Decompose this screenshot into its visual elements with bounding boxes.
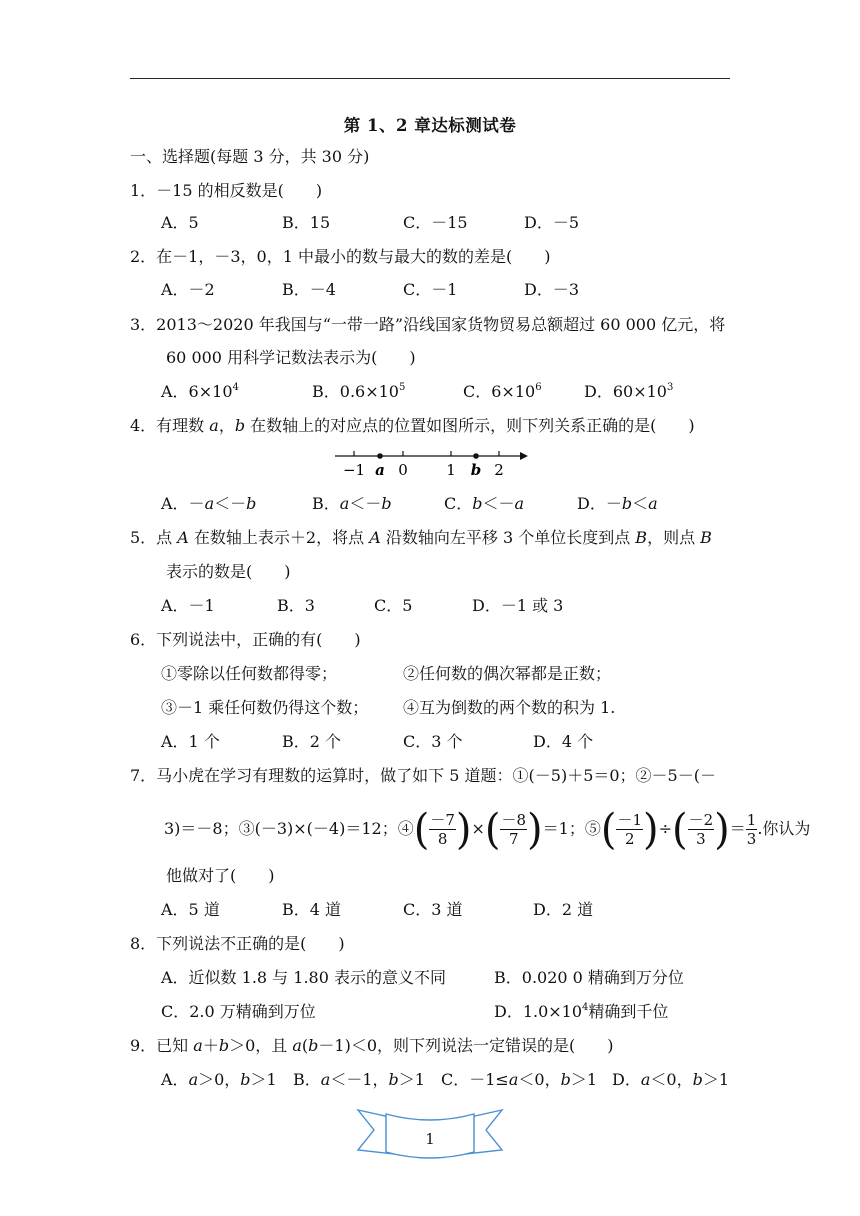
bracket-right: ) — [527, 805, 543, 854]
fraction: $\frac{-7}{8}$ — [430, 811, 455, 848]
bracket-right: ) — [455, 805, 472, 854]
fraction: $\frac{-2}{3}$ — [688, 811, 714, 848]
option-a: A．近似数 1.8 与 1.80 表示的意义不同 — [161, 968, 446, 987]
option-c: C．3 道 — [403, 900, 463, 919]
option-d: D．a＜0，b＞1 — [612, 1070, 730, 1089]
option-d: D．－b＜a — [577, 494, 658, 513]
axis-arrow-icon — [520, 452, 528, 460]
fraction: $\frac{-1}{2}$ — [617, 811, 642, 848]
option-d: D．$1.0\times 10^4$精确到千位 — [494, 1002, 669, 1021]
point-a-dot — [377, 453, 383, 459]
question-7-options — [0, 900, 860, 920]
option-a: A．$6\times 10^4$ — [161, 382, 239, 401]
option-c: C．b＜－a — [444, 494, 525, 513]
statement-2: ②任何数的偶次幂都是正数； — [403, 664, 612, 683]
question-5-options — [0, 596, 860, 616]
question-8-stem: 8．下列说法不正确的是( ) — [130, 934, 345, 953]
label-1: 1 — [446, 461, 456, 479]
option-b: B．3 — [277, 596, 315, 615]
question-5-stem-line1: 5．点 A 在数轴上表示＋2，将点 A 沿数轴向左平移 3 个单位长度到点 B，则点 B — [130, 528, 712, 547]
question-7-stem-line3: 他做对了( ) — [166, 866, 275, 885]
question-3-options — [0, 382, 860, 402]
label-0: 0 — [398, 461, 408, 479]
bracket-left: ( — [600, 805, 617, 854]
question-5-stem-line2: 表示的数是( ) — [166, 562, 291, 581]
statement-4: ④互为倒数的两个数的积为 1. — [403, 698, 616, 717]
bracket-right: ) — [642, 805, 659, 854]
option-d: D．$60\times 10^3$ — [584, 382, 674, 401]
option-c: C．3 个 — [403, 732, 463, 751]
option-b: B．0.020 0 精确到万分位 — [494, 968, 684, 987]
statement-3: ③－1 乘任何数仍得这个数； — [161, 698, 369, 717]
option-b: B．a＜－1，b＞1 — [293, 1070, 425, 1089]
option-a: A．－1 — [161, 596, 215, 615]
label-minus-1: −1 — [342, 461, 366, 479]
option-b: B．－4 — [282, 280, 336, 299]
number-line-figure — [330, 446, 530, 480]
option-c: C．－15 — [403, 213, 468, 232]
option-a: A．5 道 — [161, 900, 220, 919]
option-b: B．$0.6\times 10^5$ — [312, 382, 406, 401]
option-d: D．－3 — [524, 280, 580, 299]
option-a: A．5 — [161, 213, 199, 232]
option-c: C．－1 — [403, 280, 458, 299]
page-title: 第 1、2 章达标测试卷 — [343, 116, 517, 135]
question-1-stem: 1．－15 的相反数是( ) — [130, 181, 323, 200]
question-6-stem: 6．下列说法中，正确的有( ) — [130, 630, 361, 649]
page-number: 1 — [425, 1130, 435, 1148]
question-3-stem-line2: 60 000 用科学记数法表示为( ) — [166, 348, 416, 367]
bracket-left: ( — [672, 805, 688, 854]
label-point-b: b — [470, 461, 482, 479]
option-b: B．4 道 — [282, 900, 342, 919]
question-2-options — [0, 280, 860, 300]
label-point-a: a — [375, 461, 385, 479]
question-4-options — [0, 494, 860, 514]
question-7-stem-line1: 7．马小虎在学习有理数的运算时，做了如下 5 道题：①(－5)＋5＝0；②－5－(－ — [130, 766, 716, 785]
option-d: D．4 个 — [533, 732, 594, 751]
statement-1: ①零除以任何数都得零； — [161, 664, 338, 683]
question-4-stem: 4．有理数 a，b 在数轴上的对应点的位置如图所示，则下列关系正确的是( ) — [130, 416, 695, 435]
section-heading: 一、选择题(每题 3 分，共 30 分) — [130, 147, 370, 166]
option-b: B．a＜－b — [312, 494, 392, 513]
fraction: $\frac{-8}{7}$ — [501, 811, 527, 848]
page-number-banner — [350, 1104, 510, 1164]
option-b: B．2 个 — [282, 732, 342, 751]
bracket-left: ( — [413, 805, 430, 854]
question-3-stem-line1: 3．2013～2020 年我国与“一带一路”沿线国家货物贸易总额超过 60 000 亿元，将 — [130, 315, 726, 334]
option-c: C．－1≤a＜0，b＞1 — [441, 1070, 598, 1089]
option-c: C．$6\times 10^6$ — [463, 382, 542, 401]
question-9-options — [0, 1070, 860, 1090]
point-b-dot — [473, 453, 479, 459]
question-8-options-row1 — [0, 968, 860, 988]
option-a: A．1 个 — [161, 732, 220, 751]
question-1-options — [0, 213, 860, 233]
bracket-left: ( — [484, 805, 501, 854]
option-d: D．－1 或 3 — [472, 596, 564, 615]
question-2-stem: 2．在－1，－3，0，1 中最小的数与最大的数的差是( ) — [130, 247, 551, 266]
bracket-right: ) — [714, 805, 730, 854]
option-b: B．15 — [282, 213, 331, 232]
fraction: $\frac{1}{3}$ — [746, 811, 757, 848]
option-c: C．5 — [374, 596, 413, 615]
question-8-options-row2 — [0, 1002, 860, 1022]
option-a: A．－2 — [161, 280, 215, 299]
option-d: D．2 道 — [533, 900, 594, 919]
option-a: A．a＞0，b＞1 — [161, 1070, 277, 1089]
option-d: D．－5 — [524, 213, 580, 232]
option-c: C．2.0 万精确到万位 — [161, 1002, 316, 1021]
question-9-stem: 9．已知 a＋b＞0，且 a(b－1)＜0，则下列说法一定错误的是( ) — [130, 1036, 614, 1055]
option-a: A．－a＜－b — [161, 494, 257, 513]
label-2: 2 — [494, 461, 504, 479]
question-7-stem-line2: 3)＝－8；③(－3)×(－4)＝12；④( $\frac{-7}{8}$ )×( $\frac{-8}{7}$ )＝1；⑤( $\frac{-1}{2}$ )÷( $\frac{-2}{3}$ )＝ $\frac{1}{3}$ .你认为 — [164, 805, 811, 854]
question-6-options — [0, 732, 860, 752]
header-rule — [130, 78, 730, 79]
